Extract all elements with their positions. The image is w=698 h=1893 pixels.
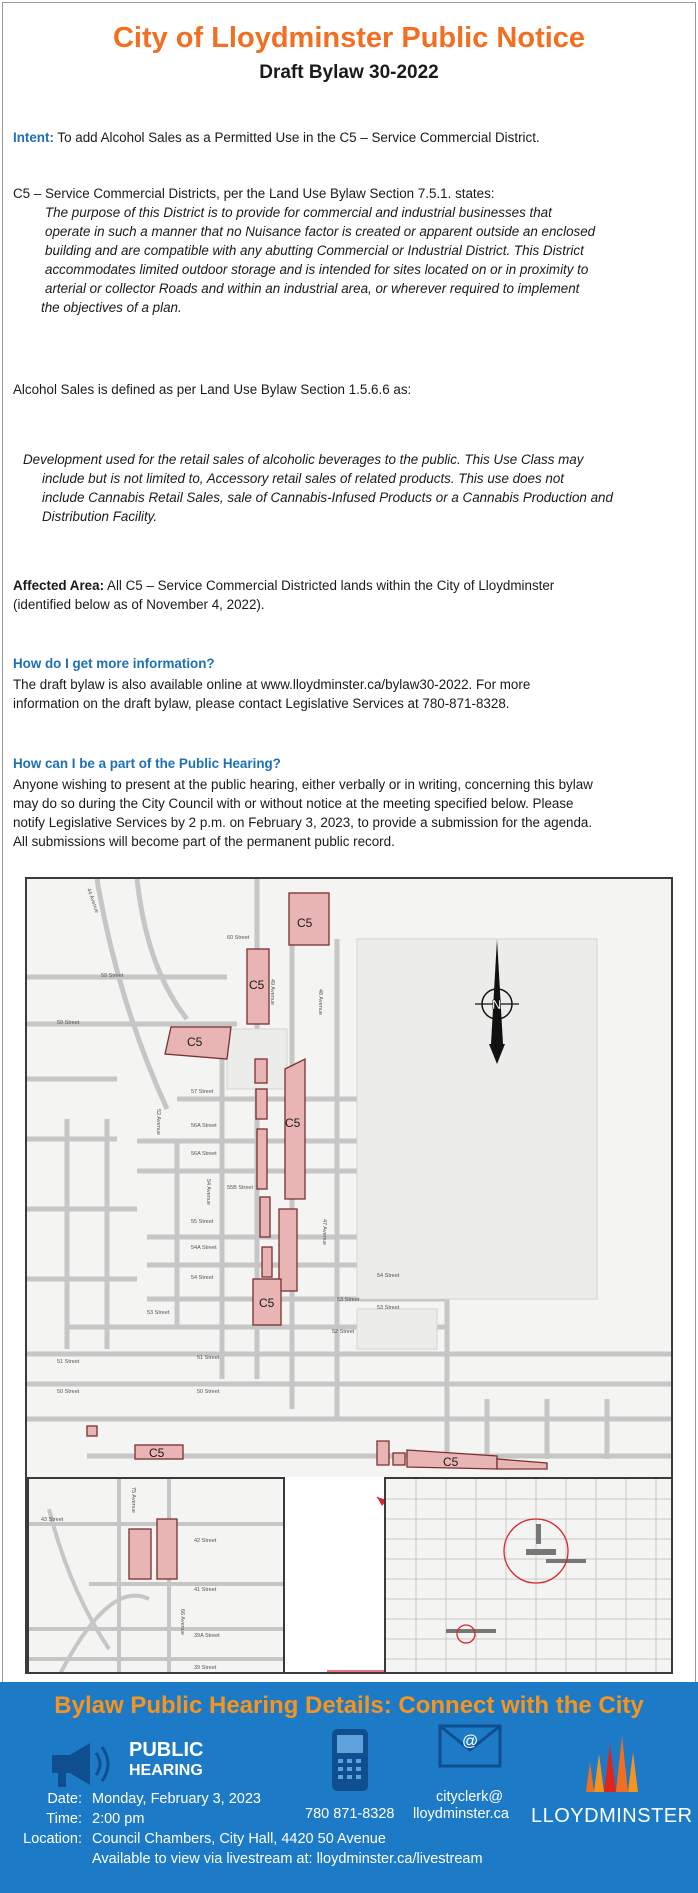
page-title: City of Lloydminster Public Notice (112, 22, 586, 54)
lloydminster-logo-icon (580, 1732, 640, 1796)
road (97, 879, 167, 1109)
c5-line: the objectives of a plan. (41, 300, 182, 315)
c5-line: The purpose of this District is to provide for commercial and industrial businesses that (45, 205, 552, 220)
phone-number[interactable]: 780 871-8328 (305, 1806, 395, 1822)
hearing-line: Anyone wishing to present at the public hearing, either verbally or in writing, concerning this bylaw (13, 777, 593, 792)
parcel-block (357, 1309, 437, 1349)
hearing-question: How can I be a part of the Public Hearing? (13, 756, 281, 771)
street-label: 54 Avenue (205, 1179, 211, 1205)
focus-circle-small-icon (457, 1625, 475, 1643)
street-label: 57 Street (191, 1089, 214, 1095)
c5-zone (262, 1247, 272, 1277)
date-label: Date: (47, 1791, 82, 1807)
inset-map-overview (384, 1477, 673, 1674)
parcel-block (357, 939, 597, 1299)
street-label: 44 Avenue (85, 887, 100, 915)
street-label: 75 Avenue (130, 1487, 136, 1513)
street-label: 42 Street (194, 1538, 217, 1544)
street-label: 55B Street (227, 1185, 253, 1191)
c5-zone (257, 1129, 267, 1189)
c5-line: accommodates limited outdoor storage and is intended for sites located on or in proximity to (45, 262, 589, 277)
info-line1: The draft bylaw is also available online at www.lloydminster.ca/bylaw30-2022. For more (13, 677, 531, 692)
phone-icon (330, 1727, 370, 1793)
street-label: 39 Street (194, 1665, 217, 1671)
zone-label: C5 (297, 916, 313, 930)
street-label: 52 Street (332, 1329, 355, 1335)
inset-overview-canvas (386, 1479, 673, 1674)
zone-label: C5 (285, 1116, 301, 1130)
alcohol-line: include but is not limited to, Accessory retail sales of related products. This use does not (42, 471, 564, 486)
c5-zone (497, 1459, 547, 1469)
email-line1[interactable]: cityclerk@ (436, 1789, 504, 1805)
alcohol-intro: Alcohol Sales is defined as per Land Use Bylaw Section 1.5.6.6 as: (13, 382, 412, 397)
brand-wordmark: LLOYDMINSTER (531, 1805, 693, 1827)
c5-zone (279, 1209, 297, 1291)
street-label: 47 Avenue (321, 1219, 327, 1245)
c5-zone (393, 1453, 405, 1465)
street-label: 59 Street (57, 1020, 80, 1026)
street-label: 51 Street (197, 1355, 220, 1361)
street-label: 55 Street (191, 1219, 214, 1225)
street-label: 51 Street (57, 1359, 80, 1365)
street-label: 66 Avenue (179, 1609, 185, 1635)
time-value: 2:00 pm (92, 1811, 145, 1827)
hearing-line: notify Legislative Services by 2 p.m. on February 3, 2023, to provide a submission for the agenda. (13, 815, 593, 830)
street-label: 50 Street (197, 1389, 220, 1395)
alcohol-line: include Cannabis Retail Sales, sale of Cannabis-Infused Products or a Cannabis Production and (42, 490, 613, 505)
street-label: 50 Street (57, 1389, 80, 1395)
svg-text:@: @ (462, 1733, 479, 1750)
email-envelope-icon (438, 1724, 502, 1768)
time-label: Time: (46, 1811, 82, 1827)
c5-zones (129, 1519, 177, 1579)
info-line2: information on the draft bylaw, please contact Legislative Services at 780-871-8328. (13, 696, 510, 711)
street-label: 41 Street (194, 1587, 217, 1593)
c5-zone (260, 1197, 270, 1237)
c5-zoning-map (25, 877, 673, 1674)
street-label: 39A Street (194, 1633, 220, 1639)
affected-line2: (identified below as of November 4, 2022). (13, 597, 265, 612)
megaphone-icon (44, 1737, 118, 1791)
zone-label: C5 (149, 1446, 165, 1460)
zone-label: C5 (259, 1296, 275, 1310)
hearing-line: All submissions will become part of the permanent public record. (13, 834, 395, 849)
c5-zone (256, 1089, 267, 1119)
street-label: 53 Street (147, 1310, 170, 1316)
c5-zone (129, 1529, 151, 1579)
intent-paragraph (13, 128, 683, 147)
email-line2[interactable]: lloydminster.ca (413, 1806, 509, 1822)
c5-line: building and are compatible with any abutting Commercial or Industrial District. This District (45, 243, 584, 258)
inset-map-west (27, 1477, 285, 1674)
alcohol-line: Distribution Facility. (42, 509, 158, 524)
info-question: How do I get more information? (13, 656, 215, 671)
street-label: 54A Street (191, 1245, 217, 1251)
street-label: 54 Street (191, 1275, 214, 1281)
road (59, 1596, 149, 1674)
street-label: 60 Street (227, 935, 250, 941)
c5-line: arterial or collector Roads and within an industrial area, or wherever required to implement (45, 281, 580, 296)
date-value: Monday, February 3, 2023 (92, 1791, 261, 1807)
street-label: 53 Street (337, 1297, 360, 1303)
hearing-line: may do so during the City Council with or without notice at the meeting specified below. Please (13, 796, 574, 811)
alcohol-line: Development used for the retail sales of alcoholic beverages to the public. This Use Class may (23, 452, 584, 467)
location-label: Location: (23, 1831, 82, 1847)
c5-zone (255, 1059, 267, 1083)
footer-title: Bylaw Public Hearing Details: Connect with the City (54, 1692, 644, 1719)
footer-banner (0, 1682, 698, 1893)
c5-line: operate in such a manner that no Nuisance factor is created or apparent outside an enclosed (45, 224, 596, 239)
street-label: 59 Street (101, 973, 124, 979)
street-label: 56A Street (191, 1123, 217, 1129)
zone-label: C5 (187, 1035, 203, 1049)
street-label: 53 Street (377, 1305, 400, 1311)
affected-label: Affected Area: (13, 578, 105, 593)
public-label: PUBLIC (129, 1739, 204, 1761)
street-label: 48 Avenue (317, 989, 323, 1015)
page-subtitle: Draft Bylaw 30-2022 (259, 62, 439, 83)
c5-zone (157, 1519, 177, 1579)
inset-west-canvas (29, 1479, 285, 1674)
location-value: Council Chambers, City Hall, 4420 50 Avenue (92, 1831, 386, 1847)
road (137, 879, 187, 1019)
hearing-label: HEARING (129, 1762, 203, 1779)
compass-letter: N (492, 997, 502, 1012)
street-label: 56A Street (191, 1151, 217, 1157)
affected-paragraph (13, 576, 683, 595)
street-label: 43 Street (41, 1517, 64, 1523)
zone-label: C5 (443, 1455, 459, 1469)
c5-zone (87, 1426, 97, 1436)
street-label: 52 Avenue (155, 1109, 161, 1135)
zone-label: C5 (249, 978, 265, 992)
livestream-text[interactable]: Available to view via livestream at: lloydminster.ca/livestream (92, 1851, 483, 1867)
affected-line1: All C5 – Service Commercial Districted lands within the City of Lloydminster (107, 578, 555, 593)
intent-label: Intent: (13, 130, 54, 145)
street-label: 54 Street (377, 1273, 400, 1279)
c5-intro: C5 – Service Commercial Districts, per the Land Use Bylaw Section 7.5.1. states: (13, 186, 495, 201)
overview-grid (386, 1479, 673, 1674)
intent-text: To add Alcohol Sales as a Permitted Use in the C5 – Service Commercial District. (57, 130, 540, 145)
c5-zone (377, 1441, 389, 1465)
street-label: 49 Avenue (269, 979, 275, 1005)
